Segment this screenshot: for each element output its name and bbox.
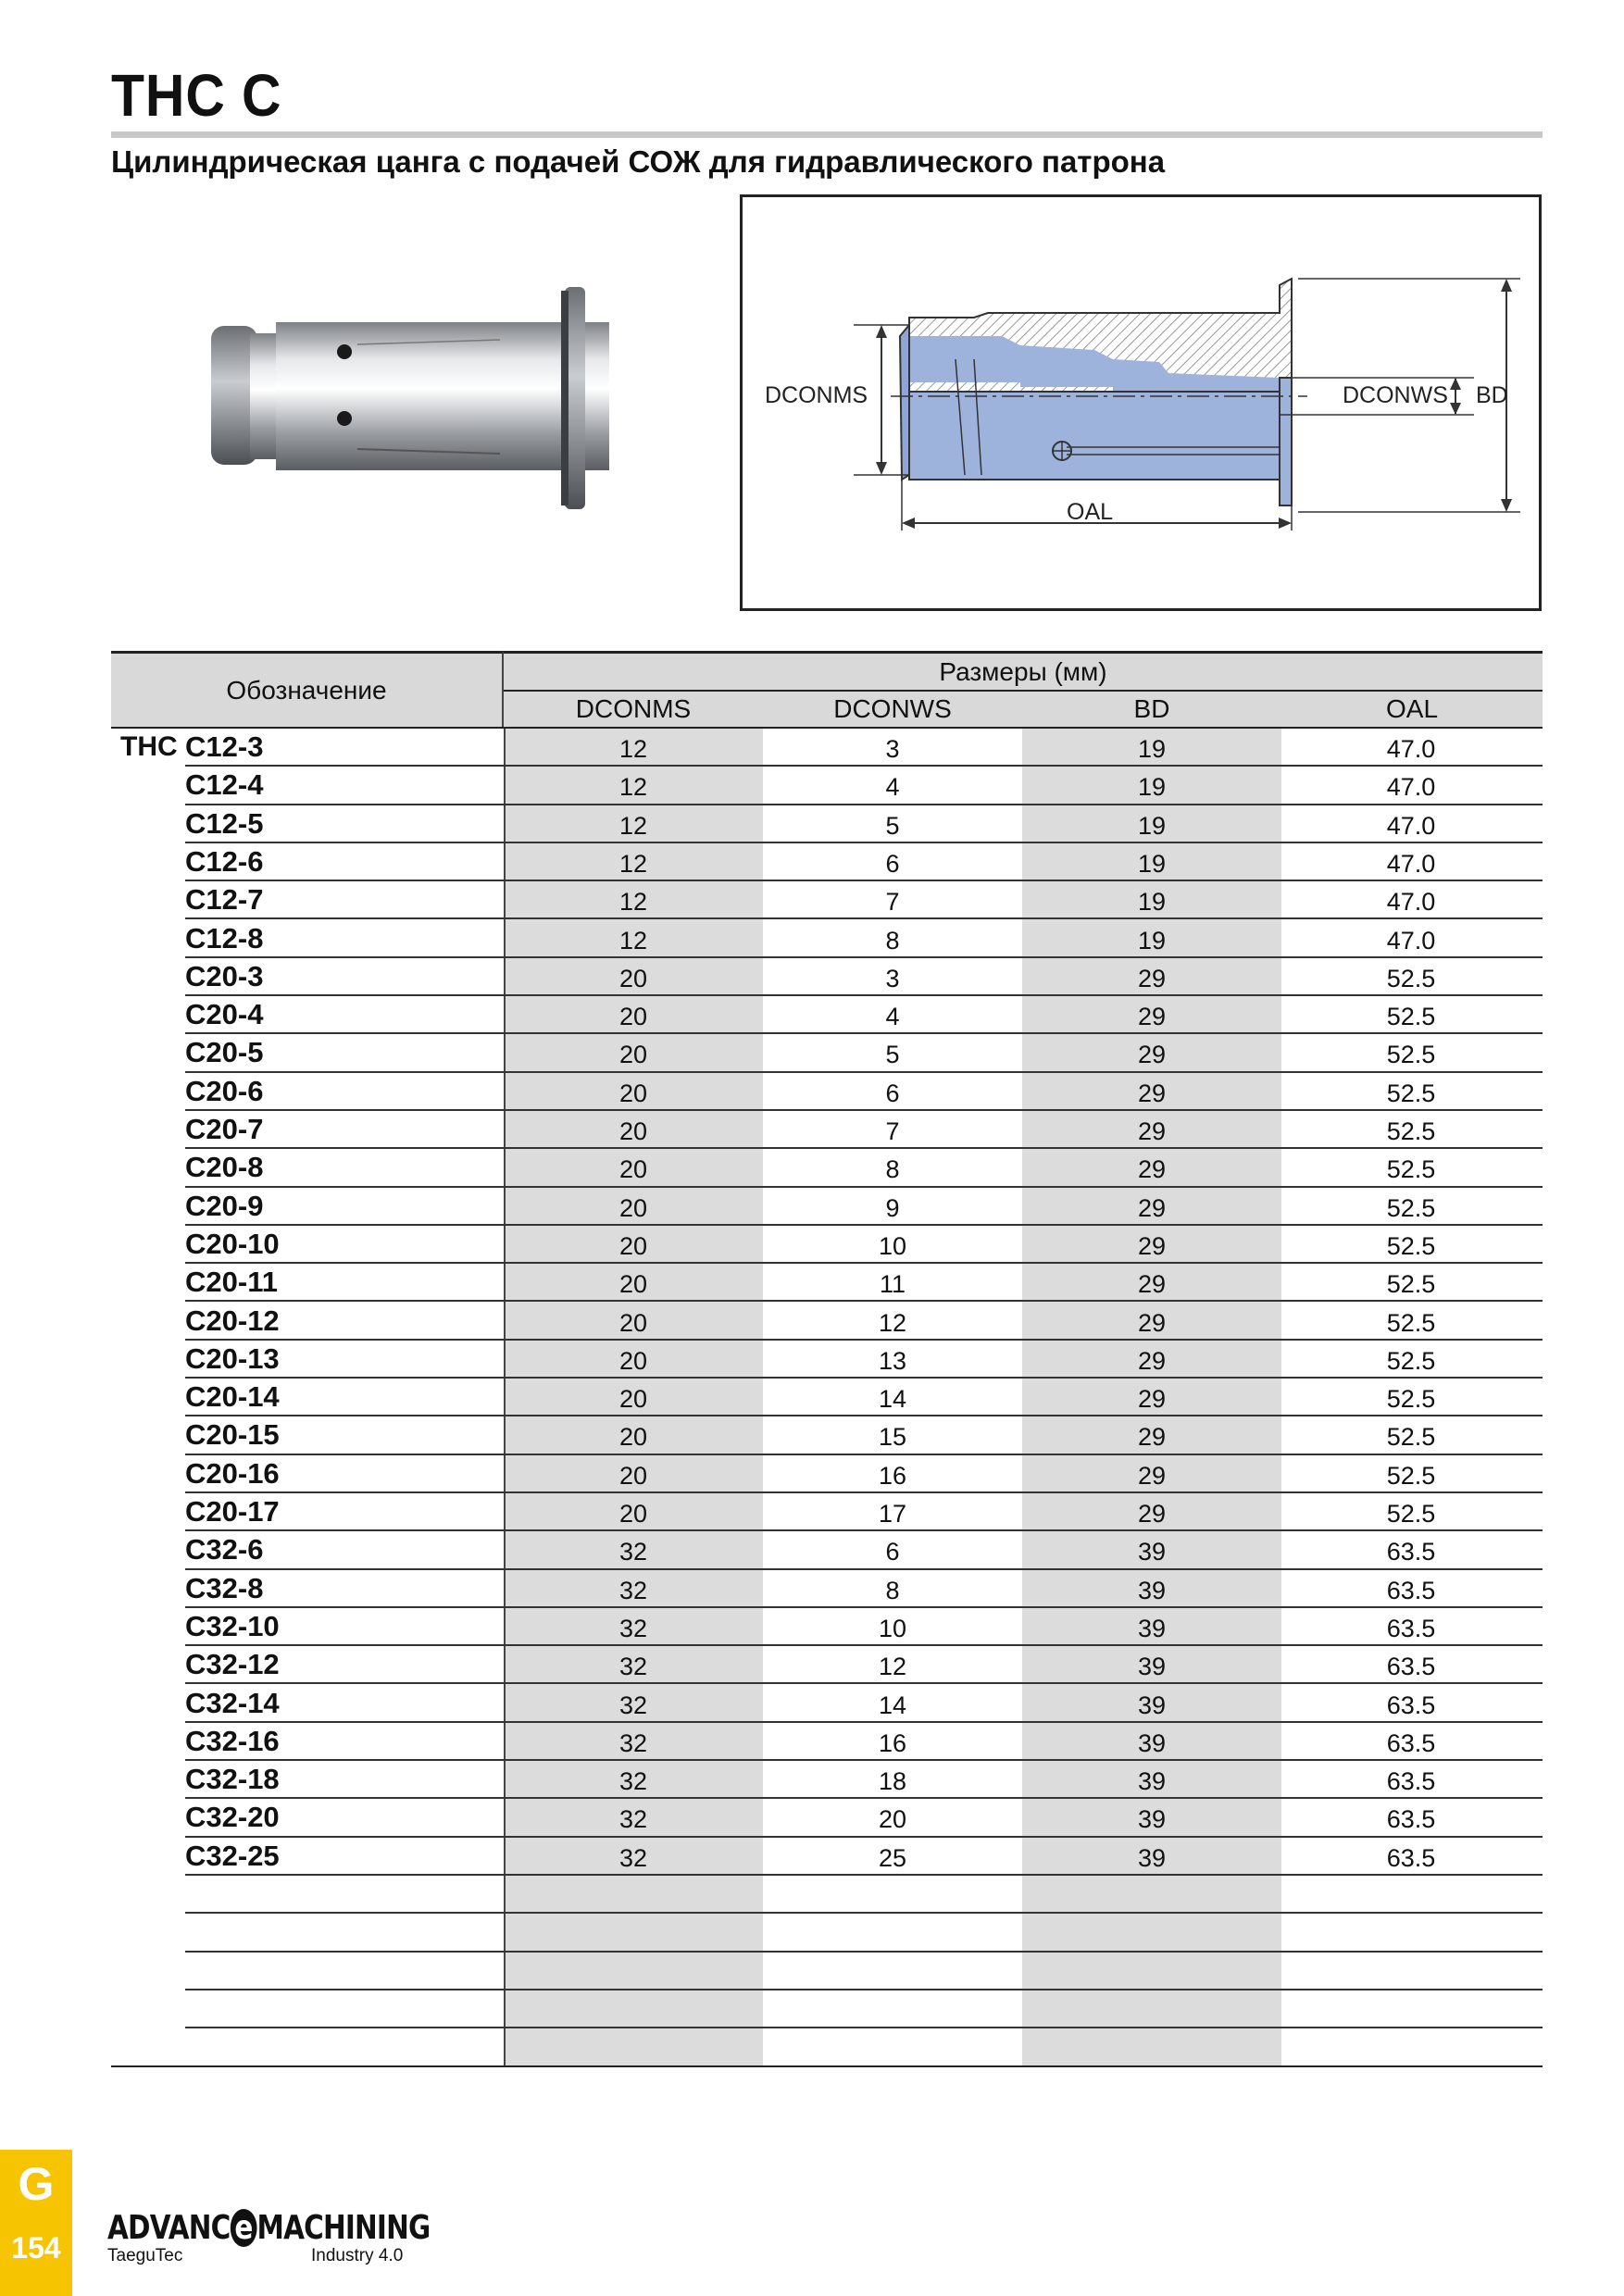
bd-cell: 19 bbox=[1137, 849, 1167, 878]
bd-cell: 19 bbox=[1137, 811, 1167, 840]
oal-cell: 47.0 bbox=[1386, 773, 1436, 802]
table-row bbox=[111, 958, 1543, 996]
bd-cell: 29 bbox=[1137, 1346, 1167, 1375]
oal-cell: 52.5 bbox=[1386, 964, 1436, 992]
table-row bbox=[111, 1111, 1543, 1149]
dconms-cell: 32 bbox=[618, 1538, 648, 1566]
designation-header: Обозначение bbox=[111, 651, 504, 727]
dconws-cell bbox=[763, 1914, 1022, 1950]
oal-cell: 47.0 bbox=[1386, 735, 1436, 763]
bd-cell: 29 bbox=[1137, 1193, 1167, 1222]
dimensions-group-header: Размеры (мм) bbox=[504, 651, 1543, 690]
oal-cell: 52.5 bbox=[1386, 1308, 1436, 1337]
oal-cell: 63.5 bbox=[1386, 1691, 1436, 1719]
bd-cell: 19 bbox=[1137, 888, 1167, 917]
table-row bbox=[111, 1838, 1543, 1876]
dconws-cell: 16 bbox=[878, 1461, 907, 1490]
dconms-cell: 12 bbox=[618, 811, 648, 840]
bd-cell: 29 bbox=[1137, 1270, 1167, 1299]
oal-cell: 47.0 bbox=[1386, 849, 1436, 878]
designation-cell: C12-8 bbox=[185, 921, 264, 955]
oal-cell bbox=[1281, 1876, 1541, 1912]
table-row bbox=[111, 1646, 1543, 1684]
table-row bbox=[111, 767, 1543, 805]
designation-cell: C20-12 bbox=[185, 1304, 280, 1337]
designation-cell: C20-11 bbox=[185, 1266, 278, 1299]
bd-cell bbox=[1022, 1914, 1281, 1950]
oal-cell bbox=[1281, 1990, 1541, 2027]
dconws-cell: 6 bbox=[885, 1538, 900, 1566]
brand-logo bbox=[107, 2209, 441, 2265]
bd-label: BD bbox=[1476, 382, 1508, 408]
dconws-cell: 17 bbox=[878, 1500, 907, 1528]
dconms-cell: 32 bbox=[618, 1728, 648, 1757]
designation-cell: C20-3 bbox=[185, 959, 264, 992]
dconws-cell: 5 bbox=[885, 1041, 900, 1069]
dconws-cell: 7 bbox=[885, 1117, 900, 1145]
designation-cell: C20-15 bbox=[185, 1418, 280, 1452]
oal-cell: 63.5 bbox=[1386, 1767, 1436, 1796]
dconws-cell: 11 bbox=[879, 1270, 906, 1299]
oal-cell: 63.5 bbox=[1386, 1576, 1436, 1604]
oal-cell: 52.5 bbox=[1386, 1117, 1436, 1145]
oal-cell: 63.5 bbox=[1386, 1538, 1436, 1566]
bd-cell: 19 bbox=[1137, 773, 1167, 802]
oal-cell: 52.5 bbox=[1386, 1193, 1436, 1222]
table-row bbox=[111, 1914, 1543, 1952]
table-row bbox=[111, 1188, 1543, 1226]
dconws-cell: 6 bbox=[885, 849, 900, 878]
dconms-cell: 32 bbox=[618, 1614, 648, 1642]
dconms-cell: 20 bbox=[618, 1346, 648, 1375]
table-row bbox=[111, 920, 1543, 958]
dconms-cell: 12 bbox=[618, 735, 648, 763]
page-title: THC C bbox=[111, 62, 282, 129]
dconws-cell: 3 bbox=[885, 964, 900, 992]
dconms-cell: 20 bbox=[618, 1461, 648, 1490]
dconws-cell: 5 bbox=[885, 811, 900, 840]
bd-cell bbox=[1022, 2028, 1281, 2065]
table-bottom-rule bbox=[111, 2065, 1543, 2067]
dconws-cell: 10 bbox=[878, 1231, 907, 1260]
table-row bbox=[111, 1073, 1543, 1111]
dconms-cell: 32 bbox=[618, 1805, 648, 1834]
bd-cell: 39 bbox=[1137, 1728, 1167, 1757]
dconms-cell: 32 bbox=[618, 1767, 648, 1796]
oal-cell bbox=[1281, 2028, 1541, 2065]
dconws-cell: 14 bbox=[878, 1691, 907, 1719]
dconws-cell: 4 bbox=[885, 773, 900, 802]
dconms-cell bbox=[504, 1990, 763, 2027]
oal-cell: 52.5 bbox=[1386, 1461, 1436, 1490]
designation-cell: C32-18 bbox=[185, 1763, 280, 1796]
dconms-cell: 20 bbox=[618, 1385, 648, 1414]
dconms-cell: 20 bbox=[618, 1423, 648, 1452]
table-row bbox=[111, 1493, 1543, 1531]
designation-cell: C32-16 bbox=[185, 1724, 280, 1757]
dconms-cell: 20 bbox=[618, 964, 648, 992]
bd-cell: 29 bbox=[1137, 1461, 1167, 1490]
oal-cell: 63.5 bbox=[1386, 1728, 1436, 1757]
bd-cell bbox=[1022, 1953, 1281, 1989]
dconws-cell: 25 bbox=[878, 1843, 907, 1872]
dconms-cell: 20 bbox=[618, 1041, 648, 1069]
designation-cell: C20-17 bbox=[185, 1495, 280, 1528]
dconms-cell: 12 bbox=[618, 773, 648, 802]
dconms-cell: 12 bbox=[618, 849, 648, 878]
designation-cell: C32-12 bbox=[185, 1648, 280, 1681]
oal-cell: 47.0 bbox=[1386, 888, 1436, 917]
table-row bbox=[111, 881, 1543, 919]
designation-cell: C32-14 bbox=[185, 1686, 280, 1719]
section-tab bbox=[0, 2150, 72, 2296]
designation-cell: C20-14 bbox=[185, 1380, 280, 1414]
table-row bbox=[111, 1149, 1543, 1187]
oal-cell: 63.5 bbox=[1386, 1614, 1436, 1642]
dconws-cell: 20 bbox=[878, 1805, 907, 1834]
dconms-cell: 20 bbox=[618, 1193, 648, 1222]
dconms-cell: 32 bbox=[618, 1653, 648, 1681]
dconms-cell: 20 bbox=[618, 1231, 648, 1260]
table-row bbox=[111, 1685, 1543, 1723]
dconms-cell: 12 bbox=[618, 926, 648, 955]
dconws-label: DCONWS bbox=[1343, 382, 1448, 408]
dconws-cell: 3 bbox=[885, 735, 900, 763]
dconms-cell bbox=[504, 1914, 763, 1950]
column-header-dconms: DCONMS bbox=[504, 690, 763, 727]
table-row bbox=[111, 1876, 1543, 1914]
table-row bbox=[111, 1953, 1543, 1990]
oal-cell: 52.5 bbox=[1386, 1500, 1436, 1528]
designation-cell: C32-8 bbox=[185, 1571, 264, 1604]
oal-cell: 52.5 bbox=[1386, 1270, 1436, 1299]
bd-cell: 29 bbox=[1137, 1155, 1167, 1184]
table-row bbox=[111, 1416, 1543, 1454]
designation-cell: C20-10 bbox=[185, 1227, 280, 1260]
bd-cell: 29 bbox=[1137, 1041, 1167, 1069]
oal-cell bbox=[1281, 1953, 1541, 1989]
table-row bbox=[111, 996, 1543, 1034]
bd-cell bbox=[1022, 1876, 1281, 1912]
oal-cell: 52.5 bbox=[1386, 1423, 1436, 1452]
bd-cell bbox=[1022, 1990, 1281, 2027]
dconws-cell: 4 bbox=[885, 1003, 900, 1031]
designation-cell: C32-6 bbox=[185, 1533, 264, 1566]
dconws-cell: 10 bbox=[878, 1614, 907, 1642]
dconws-cell: 6 bbox=[885, 1079, 900, 1107]
dconms-cell bbox=[504, 1876, 763, 1912]
dconms-cell: 20 bbox=[618, 1270, 648, 1299]
oal-cell bbox=[1281, 1914, 1541, 1950]
page-subtitle: Цилиндрическая цанга с подачей СОЖ для гидравлического патрона bbox=[111, 144, 1166, 179]
table-row bbox=[111, 2028, 1543, 2066]
oal-cell: 52.5 bbox=[1386, 1385, 1436, 1414]
bd-cell: 29 bbox=[1137, 1385, 1167, 1414]
dconms-cell: 20 bbox=[618, 1117, 648, 1145]
column-header-dconws: DCONWS bbox=[763, 690, 1022, 727]
dconws-cell bbox=[763, 1953, 1022, 1989]
bd-cell: 29 bbox=[1137, 964, 1167, 992]
oal-cell: 52.5 bbox=[1386, 1346, 1436, 1375]
designation-cell: C32-20 bbox=[185, 1801, 280, 1834]
designation-cell: C20-6 bbox=[185, 1074, 264, 1107]
table-row bbox=[111, 1990, 1543, 2028]
designation-cell: C32-10 bbox=[185, 1609, 280, 1642]
dconws-cell bbox=[763, 2028, 1022, 2065]
designation-cell: C12-6 bbox=[185, 844, 264, 878]
bd-cell: 29 bbox=[1137, 1003, 1167, 1031]
oal-label: OAL bbox=[1067, 499, 1114, 525]
dconms-cell: 20 bbox=[618, 1079, 648, 1107]
series-prefix: THC bbox=[120, 731, 178, 762]
table-row bbox=[111, 1379, 1543, 1416]
designation-cell: C12-7 bbox=[185, 883, 264, 917]
table-row bbox=[111, 1226, 1543, 1264]
table-row bbox=[111, 1761, 1543, 1799]
dconws-cell: 16 bbox=[878, 1728, 907, 1757]
bd-cell: 19 bbox=[1137, 926, 1167, 955]
dconws-cell: 9 bbox=[885, 1193, 900, 1222]
dconms-cell: 12 bbox=[618, 888, 648, 917]
dconms-cell: 20 bbox=[618, 1003, 648, 1031]
dconws-cell: 8 bbox=[885, 1155, 900, 1184]
table-row bbox=[111, 1303, 1543, 1341]
table-row bbox=[111, 1264, 1543, 1302]
dconms-cell: 32 bbox=[618, 1691, 648, 1719]
bd-cell: 19 bbox=[1137, 735, 1167, 763]
dconms-cell bbox=[504, 2028, 763, 2065]
page-number: 154 bbox=[11, 2231, 61, 2265]
dconws-cell: 18 bbox=[878, 1767, 907, 1796]
designation-cell: C12-5 bbox=[185, 806, 264, 840]
dconms-cell bbox=[504, 1953, 763, 1989]
table-row bbox=[111, 1034, 1543, 1072]
table-row bbox=[111, 729, 1543, 767]
designation-cell: C20-5 bbox=[185, 1036, 264, 1069]
dconws-cell bbox=[763, 1876, 1022, 1912]
dconws-cell: 8 bbox=[885, 926, 900, 955]
oal-cell: 63.5 bbox=[1386, 1843, 1436, 1872]
title-rule bbox=[111, 131, 1543, 138]
oal-cell: 52.5 bbox=[1386, 1231, 1436, 1260]
dconms-cell: 20 bbox=[618, 1155, 648, 1184]
designation-cell: C20-9 bbox=[185, 1189, 264, 1222]
bd-cell: 39 bbox=[1137, 1691, 1167, 1719]
oal-cell: 47.0 bbox=[1386, 926, 1436, 955]
dconws-cell: 15 bbox=[878, 1423, 907, 1452]
section-letter: G bbox=[18, 2158, 55, 2210]
oal-cell: 63.5 bbox=[1386, 1653, 1436, 1681]
column-header-oal: OAL bbox=[1281, 690, 1543, 727]
dconms-label: DCONMS bbox=[765, 382, 868, 408]
dconws-cell: 7 bbox=[885, 888, 900, 917]
bd-cell: 29 bbox=[1137, 1117, 1167, 1145]
dconws-cell: 14 bbox=[878, 1385, 907, 1414]
bd-cell: 29 bbox=[1137, 1308, 1167, 1337]
dconws-cell: 12 bbox=[878, 1653, 907, 1681]
table-row bbox=[111, 1341, 1543, 1379]
dconws-cell bbox=[763, 1990, 1022, 2027]
bd-cell: 39 bbox=[1137, 1576, 1167, 1604]
designation-cell: C12-4 bbox=[185, 768, 264, 802]
bd-cell: 29 bbox=[1137, 1500, 1167, 1528]
bd-cell: 29 bbox=[1137, 1423, 1167, 1452]
table-row bbox=[111, 805, 1543, 843]
designation-cell: C20-7 bbox=[185, 1113, 264, 1145]
brand-company: TaeguTec bbox=[107, 2246, 183, 2265]
dconws-cell: 8 bbox=[885, 1576, 900, 1604]
oal-cell: 52.5 bbox=[1386, 1079, 1436, 1107]
table-row bbox=[111, 843, 1543, 881]
designation-cell: C32-25 bbox=[185, 1839, 280, 1872]
dconms-cell: 32 bbox=[618, 1576, 648, 1604]
bd-cell: 39 bbox=[1137, 1767, 1167, 1796]
oal-cell: 52.5 bbox=[1386, 1155, 1436, 1184]
bd-cell: 39 bbox=[1137, 1538, 1167, 1566]
table-row bbox=[111, 1608, 1543, 1646]
dconms-cell: 32 bbox=[618, 1843, 648, 1872]
brand-wordmark: ADVANC e MACHINING bbox=[107, 2209, 431, 2247]
oal-cell: 52.5 bbox=[1386, 1041, 1436, 1069]
table-row bbox=[111, 1570, 1543, 1608]
oal-cell: 52.5 bbox=[1386, 1003, 1436, 1031]
table-row bbox=[111, 1455, 1543, 1493]
designation-cell: C12-3 bbox=[185, 730, 264, 763]
oal-cell: 63.5 bbox=[1386, 1805, 1436, 1834]
dconws-cell: 13 bbox=[878, 1346, 907, 1375]
bd-cell: 39 bbox=[1137, 1653, 1167, 1681]
bd-cell: 39 bbox=[1137, 1843, 1167, 1872]
brand-tagline: Industry 4.0 bbox=[311, 2246, 404, 2265]
oal-cell: 47.0 bbox=[1386, 811, 1436, 840]
table-row bbox=[111, 1799, 1543, 1837]
designation-cell: C20-13 bbox=[185, 1341, 280, 1375]
dconms-cell: 20 bbox=[618, 1308, 648, 1337]
technical-drawing bbox=[740, 194, 1542, 611]
designation-cell: C20-4 bbox=[185, 998, 264, 1031]
dconms-cell: 20 bbox=[618, 1500, 648, 1528]
table-row bbox=[111, 1531, 1543, 1569]
table-row bbox=[111, 1723, 1543, 1761]
bd-cell: 29 bbox=[1137, 1079, 1167, 1107]
dconws-cell: 12 bbox=[878, 1308, 907, 1337]
designation-cell: C20-16 bbox=[185, 1456, 280, 1490]
bd-cell: 39 bbox=[1137, 1614, 1167, 1642]
column-header-bd: BD bbox=[1022, 690, 1281, 727]
bd-cell: 29 bbox=[1137, 1231, 1167, 1260]
designation-cell: C20-8 bbox=[185, 1151, 264, 1184]
product-photo bbox=[194, 278, 620, 518]
bd-cell: 39 bbox=[1137, 1805, 1167, 1834]
